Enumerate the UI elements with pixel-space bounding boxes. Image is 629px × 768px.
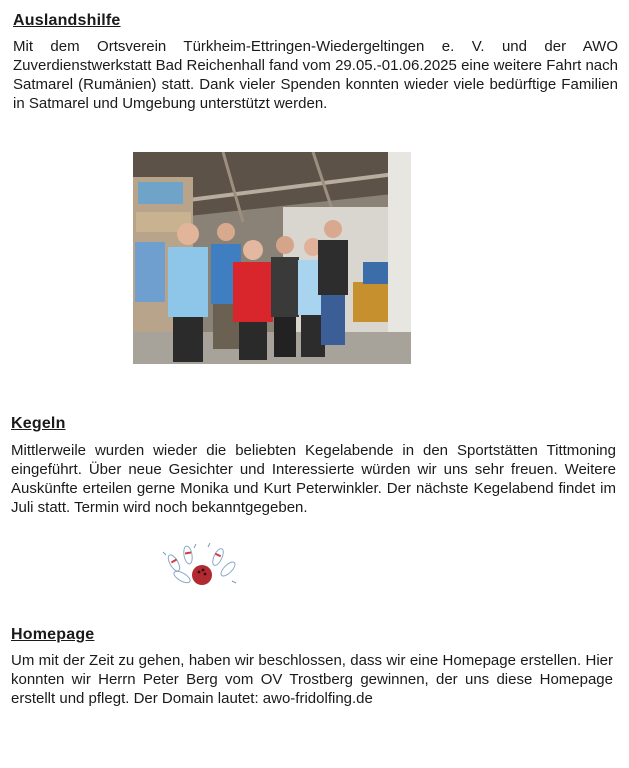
section-heading-auslandshilfe: Auslandshilfe: [13, 12, 121, 29]
group-photo: [133, 152, 411, 364]
section-heading-kegeln: Kegeln: [11, 415, 66, 432]
section-text-homepage: Um mit der Zeit zu gehen, haben wir beschlossen, dass wir eine Homepage erstellen. Hier konnten wir Herrn Peter Berg vom OV Trostberg gewinnen, der uns diese Homepage erstellt und pflegt. Der Domain lautet: awo-fridolfing.de: [11, 652, 613, 707]
section-text-auslandshilfe: Mit dem Ortsverein Türkheim-Ettringen-Wiedergeltingen e. V. und der AWO Zuverdienstwerkstatt Bad Reichenhall fand vom 29.05.-01.06.2025 eine weitere Fahrt nach Satmarel (Rumänien) statt. Dank vieler Spenden konnten wieder viele bedürftige Familien in Satmarel und Umgebung unterstützt werden.: [13, 38, 618, 112]
bowling-icon: [160, 543, 238, 593]
section-text-kegeln: Mittlerweile wurden wieder die beliebten Kegelabende in den Sportstätten Tittmoning eingeführt. Über neue Gesichter und Interessierte würden wir uns sehr freuen. Weitere Auskünfte erteilen gerne Monika und Kurt Peterwinkler. Der nächste Kegelabend findet im Juli statt. Termin wird noch bekanntgegeben.: [11, 442, 616, 516]
section-heading-homepage: Homepage: [11, 626, 95, 643]
